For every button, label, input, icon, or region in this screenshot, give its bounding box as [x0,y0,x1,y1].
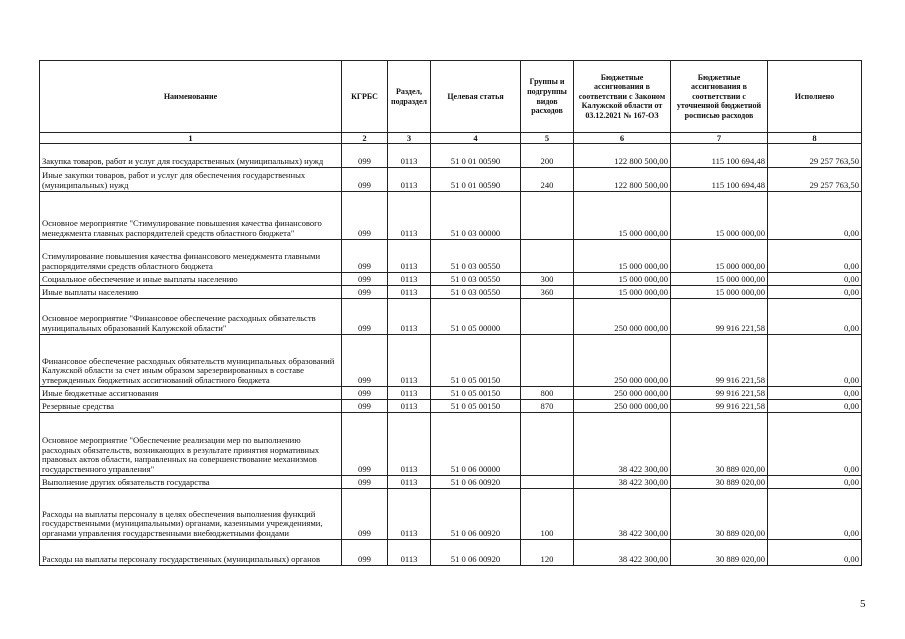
table-row [40,144,862,168]
row-expense-group [521,192,574,240]
row-section: 0113 [388,400,431,413]
row-expense-group [521,413,574,476]
row-law-allocation: 15 000 000,00 [574,286,671,299]
column-number: 3 [388,133,431,144]
table-row [40,168,862,192]
table-row [40,240,862,273]
row-expense-group: 360 [521,286,574,299]
row-revised-allocation: 99 916 221,58 [671,400,768,413]
row-kgrbs: 099 [342,168,388,192]
row-expense-group [521,335,574,387]
row-target-article: 51 0 06 00920 [431,489,521,540]
row-target-article: 51 0 03 00000 [431,192,521,240]
row-law-allocation: 15 000 000,00 [574,192,671,240]
table-row [40,286,862,299]
row-target-article: 51 0 05 00000 [431,299,521,335]
row-target-article: 51 0 06 00920 [431,540,521,566]
row-kgrbs: 099 [342,540,388,566]
table-row [40,273,862,286]
header-revised-allocation: Бюджетные ассигнования в соответствии с уточненной бюджетной росписью расходов [671,61,768,133]
row-law-allocation: 122 800 500,00 [574,144,671,168]
row-kgrbs: 099 [342,489,388,540]
row-executed: 0,00 [768,489,862,540]
row-law-allocation: 38 422 300,00 [574,540,671,566]
row-revised-allocation: 30 889 020,00 [671,489,768,540]
row-section: 0113 [388,273,431,286]
row-executed: 0,00 [768,387,862,400]
row-law-allocation: 250 000 000,00 [574,400,671,413]
row-section: 0113 [388,192,431,240]
row-kgrbs: 099 [342,192,388,240]
row-executed: 0,00 [768,335,862,387]
row-expense-group [521,240,574,273]
row-expense-group: 800 [521,387,574,400]
row-executed: 29 257 763,50 [768,144,862,168]
row-target-article: 51 0 05 00150 [431,335,521,387]
row-name: Резервные средства [40,400,342,413]
header-executed: Исполнено [768,61,862,133]
row-kgrbs: 099 [342,335,388,387]
column-number: 4 [431,133,521,144]
row-target-article: 51 0 03 00550 [431,240,521,273]
row-section: 0113 [388,387,431,400]
row-target-article: 51 0 03 00550 [431,286,521,299]
row-revised-allocation: 99 916 221,58 [671,299,768,335]
table-row [40,335,862,387]
row-executed: 0,00 [768,192,862,240]
row-executed: 0,00 [768,540,862,566]
row-executed: 0,00 [768,240,862,273]
row-target-article: 51 0 06 00920 [431,476,521,489]
row-section: 0113 [388,489,431,540]
row-expense-group: 300 [521,273,574,286]
column-number: 2 [342,133,388,144]
row-kgrbs: 099 [342,286,388,299]
row-target-article: 51 0 05 00150 [431,387,521,400]
table-row [40,413,862,476]
row-target-article: 51 0 06 00000 [431,413,521,476]
header-kgrbs: КГРБС [342,61,388,133]
row-section: 0113 [388,413,431,476]
row-section: 0113 [388,168,431,192]
row-name: Финансовое обеспечение расходных обязательств муниципальных образований Калужской области за счет иным образом зарезервированных в составе утвержденных бюджетных ассигнований областного бюджета [40,335,342,387]
table-row [40,192,862,240]
row-executed: 0,00 [768,273,862,286]
row-name: Выполнение других обязательств государства [40,476,342,489]
row-name: Социальное обеспечение и иные выплаты населению [40,273,342,286]
row-section: 0113 [388,335,431,387]
table-row [40,540,862,566]
row-executed: 0,00 [768,476,862,489]
header-target-article: Целевая статья [431,61,521,133]
row-section: 0113 [388,240,431,273]
row-revised-allocation: 99 916 221,58 [671,387,768,400]
row-executed: 0,00 [768,413,862,476]
budget-table [39,60,862,566]
row-expense-group: 120 [521,540,574,566]
row-revised-allocation: 15 000 000,00 [671,240,768,273]
row-law-allocation: 15 000 000,00 [574,273,671,286]
row-expense-group: 240 [521,168,574,192]
table-row [40,299,862,335]
row-kgrbs: 099 [342,387,388,400]
row-law-allocation: 250 000 000,00 [574,335,671,387]
row-name: Расходы на выплаты персоналу в целях обеспечения выполнения функций государственными (муниципальными) органами, казенными учреждениями, органами управления государственными внебюджетными фондами [40,489,342,540]
table-row [40,476,862,489]
row-name: Основное мероприятие "Стимулирование повышения качества финансового менеджмента главных распорядителей средств областного бюджета" [40,192,342,240]
row-target-article: 51 0 03 00550 [431,273,521,286]
row-revised-allocation: 115 100 694,48 [671,144,768,168]
row-law-allocation: 15 000 000,00 [574,240,671,273]
row-revised-allocation: 15 000 000,00 [671,273,768,286]
row-revised-allocation: 15 000 000,00 [671,192,768,240]
row-revised-allocation: 99 916 221,58 [671,335,768,387]
row-expense-group [521,299,574,335]
table-row [40,400,862,413]
row-law-allocation: 250 000 000,00 [574,387,671,400]
column-number-row [40,133,862,144]
header-row [40,61,862,133]
row-law-allocation: 250 000 000,00 [574,299,671,335]
row-revised-allocation: 30 889 020,00 [671,413,768,476]
header-expense-group: Группы и подгруппы видов расходов [521,61,574,133]
row-section: 0113 [388,540,431,566]
page-number: 5 [860,598,866,610]
column-number: 5 [521,133,574,144]
row-target-article: 51 0 05 00150 [431,400,521,413]
row-revised-allocation: 15 000 000,00 [671,286,768,299]
row-section: 0113 [388,286,431,299]
column-number: 8 [768,133,862,144]
row-executed: 0,00 [768,299,862,335]
column-number: 7 [671,133,768,144]
row-kgrbs: 099 [342,240,388,273]
row-expense-group [521,476,574,489]
row-executed: 0,00 [768,400,862,413]
row-name: Основное мероприятие "Финансовое обеспечение расходных обязательств муниципальных образований Калужской области" [40,299,342,335]
row-kgrbs: 099 [342,476,388,489]
row-name: Иные бюджетные ассигнования [40,387,342,400]
row-revised-allocation: 30 889 020,00 [671,476,768,489]
row-name: Закупка товаров, работ и услуг для государственных (муниципальных) нужд [40,144,342,168]
row-section: 0113 [388,476,431,489]
row-kgrbs: 099 [342,299,388,335]
row-name: Расходы на выплаты персоналу государственных (муниципальных) органов [40,540,342,566]
row-kgrbs: 099 [342,273,388,286]
header-section: Раздел, подраздел [388,61,431,133]
header-name: Наименование [40,61,342,133]
row-name: Иные выплаты населению [40,286,342,299]
row-law-allocation: 122 800 500,00 [574,168,671,192]
row-kgrbs: 099 [342,413,388,476]
row-section: 0113 [388,144,431,168]
row-target-article: 51 0 01 00590 [431,168,521,192]
table-row [40,489,862,540]
row-revised-allocation: 30 889 020,00 [671,540,768,566]
row-name: Основное мероприятие "Обеспечение реализации мер по выполнению расходных обязательств, возникающих в результате принятия нормативных правовых актов области, направленных на совершенствование механизмов государственного управления" [40,413,342,476]
row-executed: 29 257 763,50 [768,168,862,192]
table-row [40,387,862,400]
row-expense-group: 100 [521,489,574,540]
row-revised-allocation: 115 100 694,48 [671,168,768,192]
row-kgrbs: 099 [342,144,388,168]
row-target-article: 51 0 01 00590 [431,144,521,168]
row-name: Стимулирование повышения качества финансового менеджмента главными распорядителями средств областного бюджета [40,240,342,273]
column-number: 6 [574,133,671,144]
row-law-allocation: 38 422 300,00 [574,413,671,476]
column-number: 1 [40,133,342,144]
row-law-allocation: 38 422 300,00 [574,489,671,540]
row-expense-group: 200 [521,144,574,168]
header-law-allocation: Бюджетные ассигнования в соответствии с Законом Калужской области от 03.12.2021 № 167-ОЗ [574,61,671,133]
row-law-allocation: 38 422 300,00 [574,476,671,489]
row-executed: 0,00 [768,286,862,299]
row-kgrbs: 099 [342,400,388,413]
row-expense-group: 870 [521,400,574,413]
row-section: 0113 [388,299,431,335]
row-name: Иные закупки товаров, работ и услуг для обеспечения государственных (муниципальных) нужд [40,168,342,192]
